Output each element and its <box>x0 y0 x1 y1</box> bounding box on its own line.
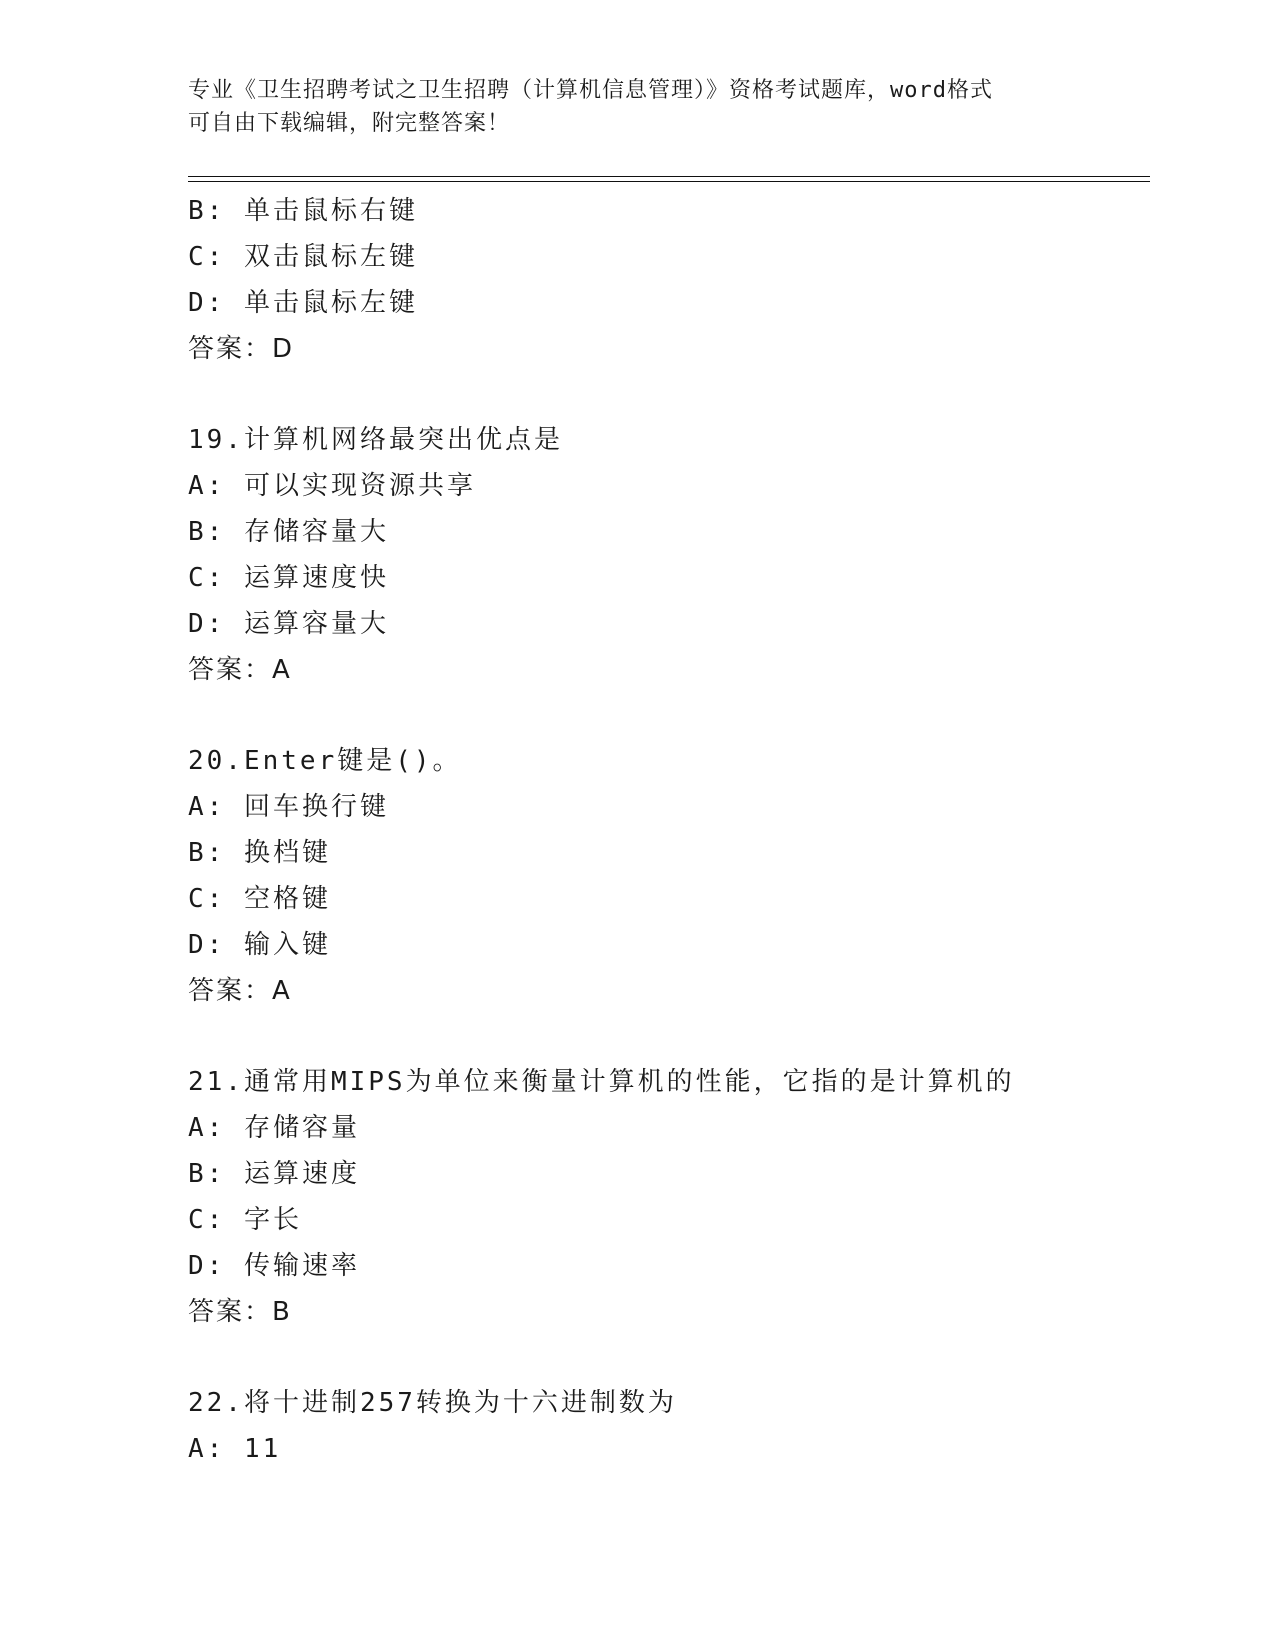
question-spacer <box>188 1335 1148 1380</box>
option-c: C: 运算速度快 <box>188 563 389 593</box>
option-d: D: 输入键 <box>188 930 331 960</box>
option-c: C: 双击鼠标左键 <box>188 242 418 272</box>
option-b: B: 运算速度 <box>188 1159 360 1189</box>
question-block-20 <box>188 738 1148 1014</box>
question-stem: 22.将十进制257转换为十六进制数为 <box>188 1388 677 1418</box>
option-c: C: 空格键 <box>188 884 331 914</box>
option-b: B: 存储容量大 <box>188 517 389 547</box>
option-a: A: 存储容量 <box>188 1113 360 1143</box>
question-list <box>188 188 1148 1472</box>
question-block-21 <box>188 1059 1148 1335</box>
question-spacer <box>188 693 1148 738</box>
question-block-22 <box>188 1380 1148 1472</box>
option-d: D: 传输速率 <box>188 1251 360 1281</box>
question-spacer <box>188 1014 1148 1059</box>
answer-line: 答案：A <box>188 976 292 1006</box>
header-line-2: 可自由下载编辑，附完整答案！ <box>188 111 511 136</box>
answer-line: 答案：B <box>188 1297 292 1327</box>
option-c: C: 字长 <box>188 1205 302 1235</box>
question-stem: 19.计算机网络最突出优点是 <box>188 425 563 455</box>
question-stem: 20.Enter键是()。 <box>188 746 462 776</box>
option-a: A: 可以实现资源共享 <box>188 471 476 501</box>
option-b: B: 换档键 <box>188 838 331 868</box>
question-spacer <box>188 372 1148 417</box>
option-d: D: 单击鼠标左键 <box>188 288 418 318</box>
document-header <box>188 74 1088 140</box>
option-a: A: 回车换行键 <box>188 792 389 822</box>
header-divider-top <box>188 176 1150 177</box>
question-stem: 21.通常用MIPS为单位来衡量计算机的性能，它指的是计算机的 <box>188 1067 1015 1097</box>
option-b: B: 单击鼠标右键 <box>188 196 418 226</box>
answer-line: 答案：D <box>188 334 295 364</box>
header-divider-bottom <box>188 181 1150 182</box>
header-line-1: 专业《卫生招聘考试之卫生招聘（计算机信息管理）》资格考试题库，word格式 <box>188 78 993 103</box>
option-d: D: 运算容量大 <box>188 609 389 639</box>
answer-line: 答案：A <box>188 655 292 685</box>
option-a: A: 11 <box>188 1434 282 1464</box>
question-block-18-partial <box>188 188 1148 372</box>
question-block-19 <box>188 417 1148 693</box>
